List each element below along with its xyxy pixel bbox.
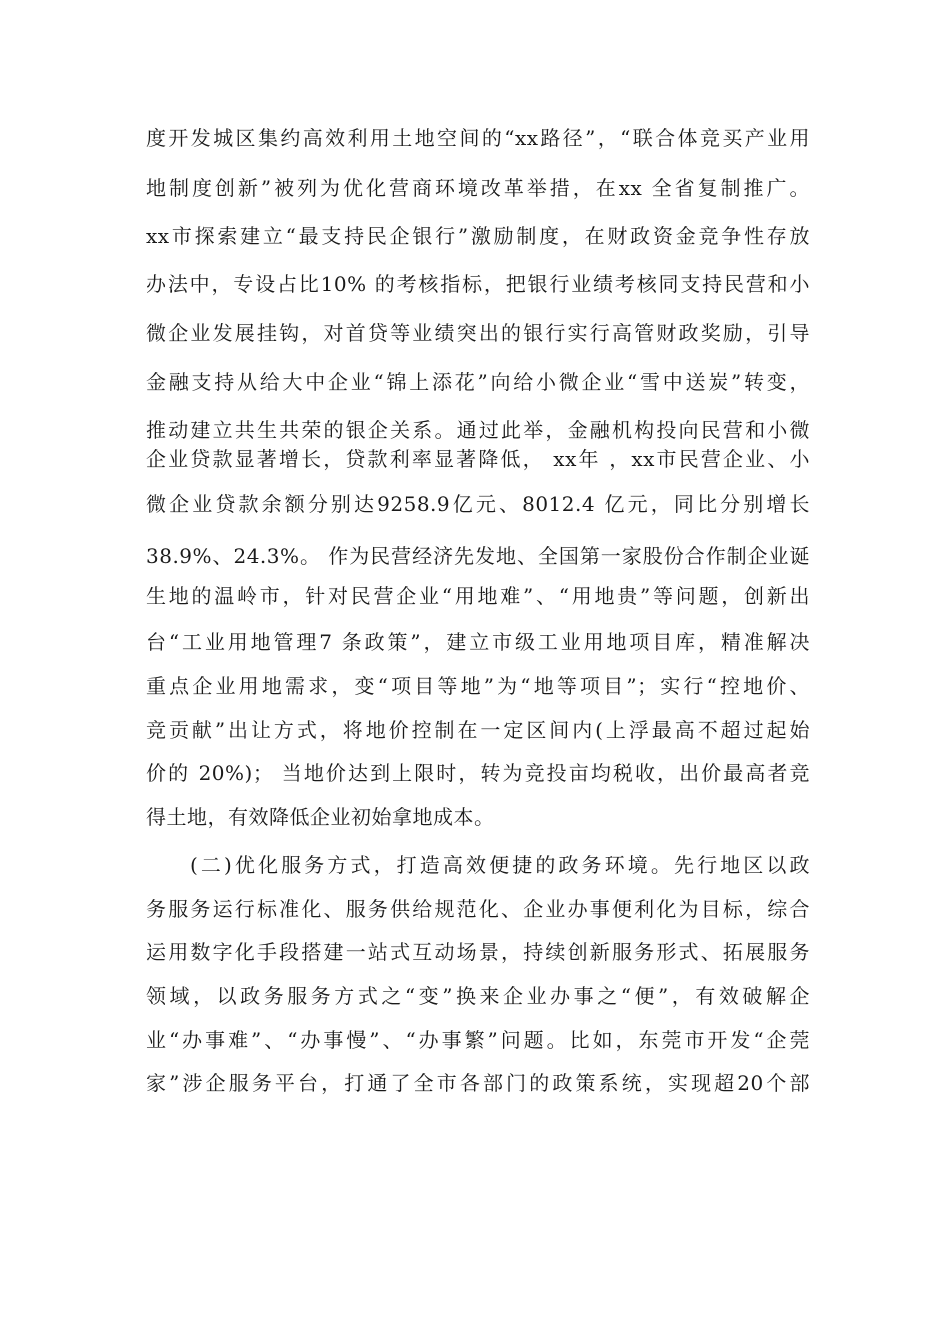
text-line: 微企业发展挂钩，对首贷等业绩突出的银行实行高管财政奖励，引导 bbox=[146, 321, 810, 345]
text-line: 地制度创新”被列为优化营商环境改革举措，在xx 全省复制推广。 bbox=[146, 176, 810, 200]
text-line: 38.9%、24.3%。 作为民营经济先发地、全国第一家股份合作制企业诞 bbox=[146, 544, 810, 568]
text-line: 业“办事难”、“办事慢”、“办事繁”问题。比如，东莞市开发“企莞 bbox=[146, 1028, 810, 1052]
text-line: 微企业贷款余额分别达9258.9亿元、8012.4 亿元，同比分别增长 bbox=[146, 492, 810, 516]
text-line: 得土地，有效降低企业初始拿地成本。 bbox=[146, 805, 495, 829]
text-line: 企业贷款显著增长，贷款利率显著降低， xx年 ，xx市民营企业、小 bbox=[146, 447, 810, 471]
text-line: 度开发城区集约高效利用土地空间的“xx路径”，“联合体竞买产业用 bbox=[146, 126, 810, 150]
text-line: xx市探索建立“最支持民企银行”激励制度，在财政资金竞争性存放 bbox=[146, 224, 810, 248]
text-line: 领域，以政务服务方式之“变”换来企业办事之“便”，有效破解企 bbox=[146, 984, 810, 1008]
text-line: 台“工业用地管理7 条政策”，建立市级工业用地项目库，精准解决 bbox=[146, 630, 810, 654]
text-line: 运用数字化手段搭建一站式互动场景，持续创新服务形式、拓展服务 bbox=[146, 940, 810, 964]
section-heading-line: (二)优化服务方式，打造高效便捷的政务环境。先行地区以政 bbox=[190, 853, 810, 877]
text-line: 办法中，专设占比10% 的考核指标，把银行业绩考核同支持民营和小 bbox=[146, 272, 810, 296]
text-line: 价的 20%)； 当地价达到上限时，转为竞投亩均税收，出价最高者竞 bbox=[146, 761, 810, 785]
text-line: 推动建立共生共荣的银企关系。通过此举，金融机构投向民营和小微 bbox=[146, 418, 810, 442]
text-line: 务服务运行标准化、服务供给规范化、企业办事便利化为目标，综合 bbox=[146, 897, 810, 921]
text-line: 重点企业用地需求，变“项目等地”为“地等项目”；实行“控地价、 bbox=[146, 674, 810, 698]
text-line: 金融支持从给大中企业“锦上添花”向给小微企业“雪中送炭”转变， bbox=[146, 370, 810, 394]
text-line: 家”涉企服务平台，打通了全市各部门的政策系统，实现超20个部 bbox=[146, 1071, 810, 1095]
text-line: 竞贡献”出让方式，将地价控制在一定区间内(上浮最高不超过起始 bbox=[146, 718, 810, 742]
text-line: 生地的温岭市，针对民营企业“用地难”、“用地贵”等问题，创新出 bbox=[146, 584, 810, 608]
